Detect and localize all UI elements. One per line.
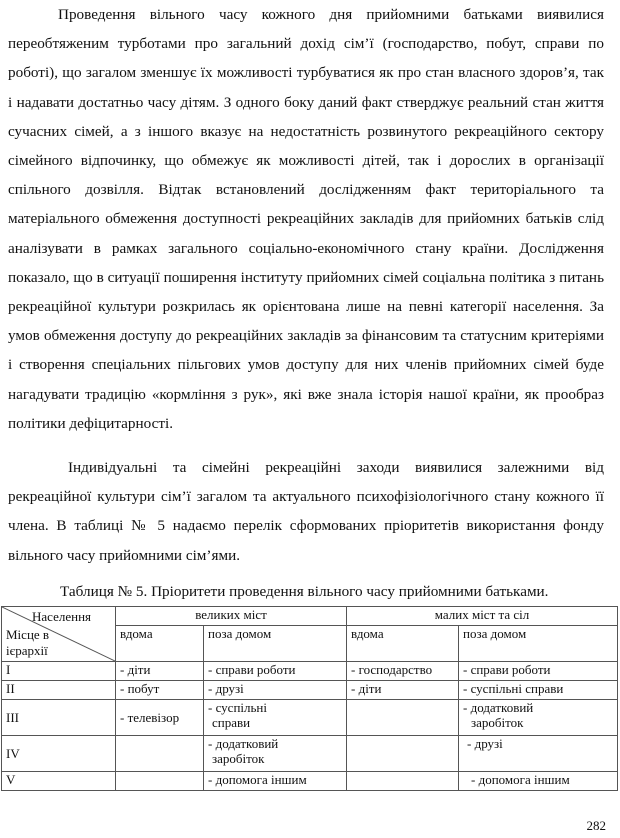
rank-cell: III <box>2 700 116 736</box>
table-caption: Таблиця № 5. Пріоритети проведення вільного часу прийомними батьками. <box>60 583 549 600</box>
subheader-big-home: вдома <box>116 626 204 662</box>
big-outside-line1: - суспільні <box>208 700 268 715</box>
header-rank-line1: Місце в <box>6 627 50 642</box>
small-home-cell <box>347 772 459 791</box>
big-home-cell <box>116 736 204 772</box>
small-home-cell <box>347 700 459 736</box>
rank-cell: IV <box>2 736 116 772</box>
subheader-small-outside: поза домом <box>459 626 618 662</box>
table-header-row <box>2 607 618 626</box>
subheader-big-outside: поза домом <box>204 626 347 662</box>
big-outside-line2: заробіток <box>212 751 265 766</box>
big-home-cell: - телевізор <box>116 700 204 736</box>
small-outside-cell: - допомога іншим <box>459 772 618 791</box>
table-row <box>2 736 618 772</box>
big-home-cell <box>116 772 204 791</box>
rank-cell: I <box>2 662 116 681</box>
big-outside-cell <box>204 736 347 772</box>
big-home-cell: - діти <box>116 662 204 681</box>
page-number: 282 <box>586 818 606 833</box>
big-outside-cell: - друзі <box>204 681 347 700</box>
small-outside-cell: - друзі <box>459 736 618 772</box>
small-outside-cell: - суспільні справи <box>459 681 618 700</box>
table-row <box>2 700 618 736</box>
diagonal-header-cell <box>2 607 116 662</box>
header-big-cities: великих міст <box>116 607 347 626</box>
small-home-cell: - господарство <box>347 662 459 681</box>
big-home-cell: - побут <box>116 681 204 700</box>
table-row <box>2 681 618 700</box>
rank-cell: V <box>2 772 116 791</box>
priorities-table <box>1 606 618 791</box>
header-population: Населення <box>32 609 92 624</box>
header-small-towns: малих міст та сіл <box>347 607 618 626</box>
small-outside-line1: - додатковий <box>463 700 534 715</box>
header-rank-line2: ієрархії <box>6 643 48 658</box>
small-home-cell: - діти <box>347 681 459 700</box>
paragraph-leisure-overload: Проведення вільного часу кожного дня прийомними батьками виявилися переобтяженим турботами про загальний дохід сім’ї (господарство, побут, справи по роботі), що загалом зменшує їх можливості турбуватися як про стан власного здоров’я, так і надавати достатньо часу дітям. З одного боку даний факт стверджує реальний стан життя сучасних сімей, а з іншого вказує на недостатність розвинутого рекреаційного сектору сімейного відпочинку, що обмежує як можливості дітей, так і дорослих в організації спільного дозвілля. Відтак встановлений дослідженням факт територіального та матеріального обмеження доступності рекреаційних закладів для прийомних батьків слід аналізувати в рамках загального соціально-економічного стану країни. Дослідження показало, що в ситуації поширення інституту прийомних сімей соціальна політика з питань рекреаційної культури розкрилась як орієнтована лише на певні категорії населення. За умов обмеження доступу до рекреаційних закладів за фінансовим та статусним критеріями і створення спеціальних пільгових умов доступу для них членів прийомних сімей буде нагадувати традицію «кормління з рук», які вже знала історія нашої країни, як прообраз політики дефіцитарності. <box>8 6 604 432</box>
big-outside-cell: - справи роботи <box>204 662 347 681</box>
small-outside-line2: заробіток <box>471 715 524 730</box>
small-home-cell <box>347 736 459 772</box>
big-outside-cell: - допомога іншим <box>204 772 347 791</box>
rank-cell: II <box>2 681 116 700</box>
big-outside-cell <box>204 700 347 736</box>
header-rank <box>6 627 49 659</box>
small-outside-cell <box>459 700 618 736</box>
table-row <box>2 772 618 791</box>
table-row <box>2 662 618 681</box>
small-outside-cell: - справи роботи <box>459 662 618 681</box>
big-outside-line1: - додатковий <box>208 736 279 751</box>
subheader-small-home: вдома <box>347 626 459 662</box>
paragraph-recreation-dependence: Індивідуальні та сімейні рекреаційні заходи виявилися залежними від рекреаційної культури сім’ї загалом та актуального психофізіологічного стану кожного її члена. В таблиці № 5 надаємо перелік сформованих пріоритетів використання фонду вільного часу прийомними сім’ями. <box>8 459 604 564</box>
big-outside-line2: справи <box>212 715 251 730</box>
